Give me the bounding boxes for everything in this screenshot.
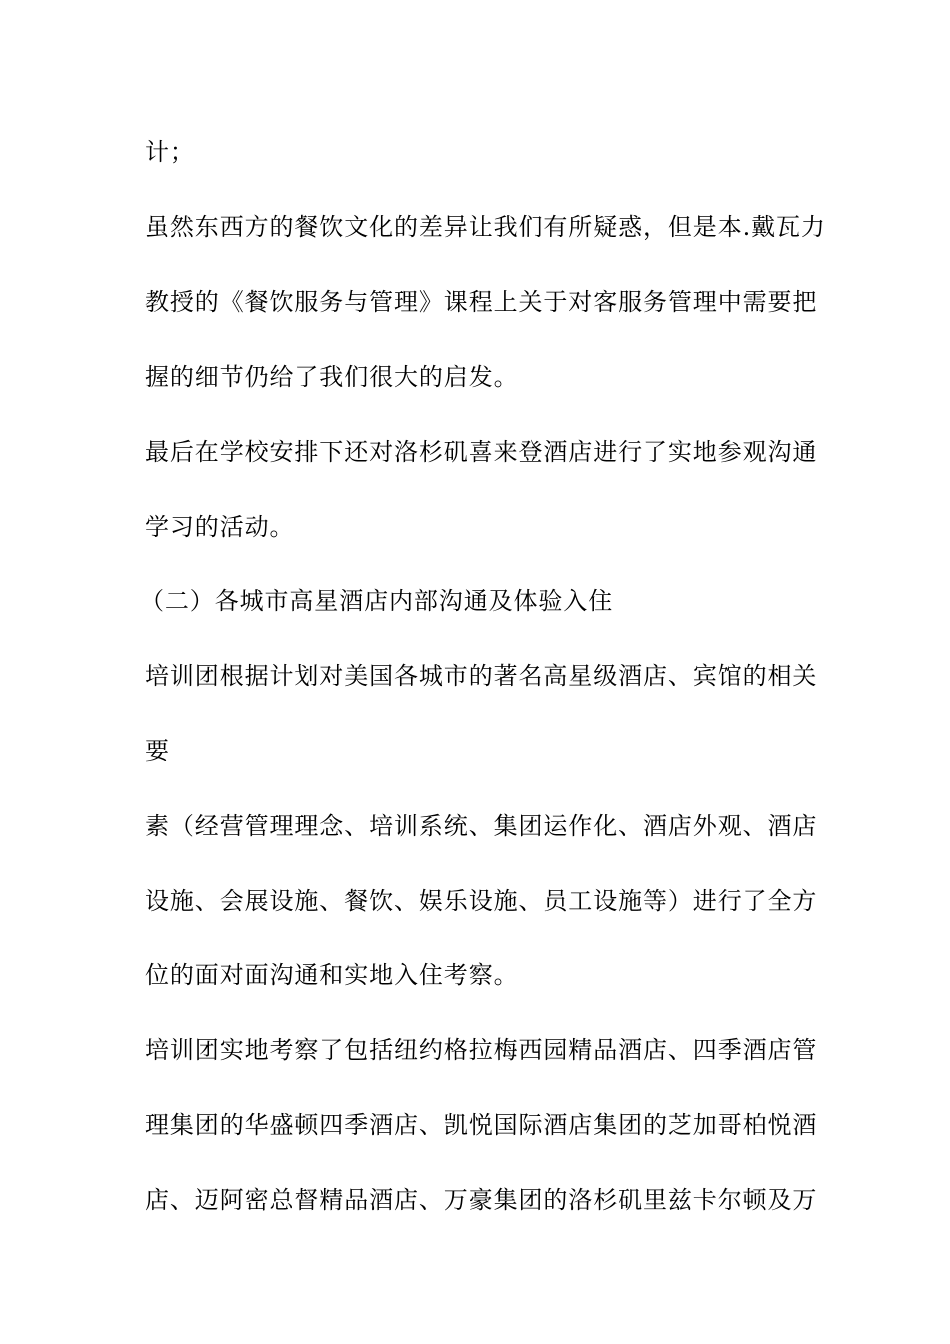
text-line: 握的细节仍给了我们很大的启发。	[145, 363, 519, 391]
text-line: 教授的《餐饮服务与管理》课程上关于对客服务管理中需要把	[145, 288, 818, 316]
text-line: 位的面对面沟通和实地入住考察。	[145, 961, 519, 989]
text-line: 素（经营管理理念、培训系统、集团运作化、酒店外观、酒店	[145, 812, 818, 840]
text-line: 计；	[145, 138, 195, 166]
text-line: 培训团实地考察了包括纽约格拉梅西园精品酒店、四季酒店管	[145, 1036, 818, 1064]
text-line: 虽然东西方的餐饮文化的差异让我们有所疑惑，但是本.戴瓦力	[145, 213, 826, 241]
section-heading: （二）各城市高星酒店内部沟通及体验入住	[140, 587, 614, 615]
text-line: 培训团根据计划对美国各城市的著名高星级酒店、宾馆的相关	[145, 662, 818, 690]
text-line: 设施、会展设施、餐饮、娱乐设施、员工设施等）进行了全方	[145, 887, 818, 915]
text-line: 最后在学校安排下还对洛杉矶喜来登酒店进行了实地参观沟通	[145, 438, 818, 466]
text-line: 要	[145, 737, 170, 765]
text-line: 店、迈阿密总督精品酒店、万豪集团的洛杉矶里兹卡尔顿及万	[145, 1186, 818, 1214]
text-line: 学习的活动。	[145, 513, 295, 541]
text-line: 理集团的华盛顿四季酒店、凯悦国际酒店集团的芝加哥柏悦酒	[145, 1111, 818, 1139]
